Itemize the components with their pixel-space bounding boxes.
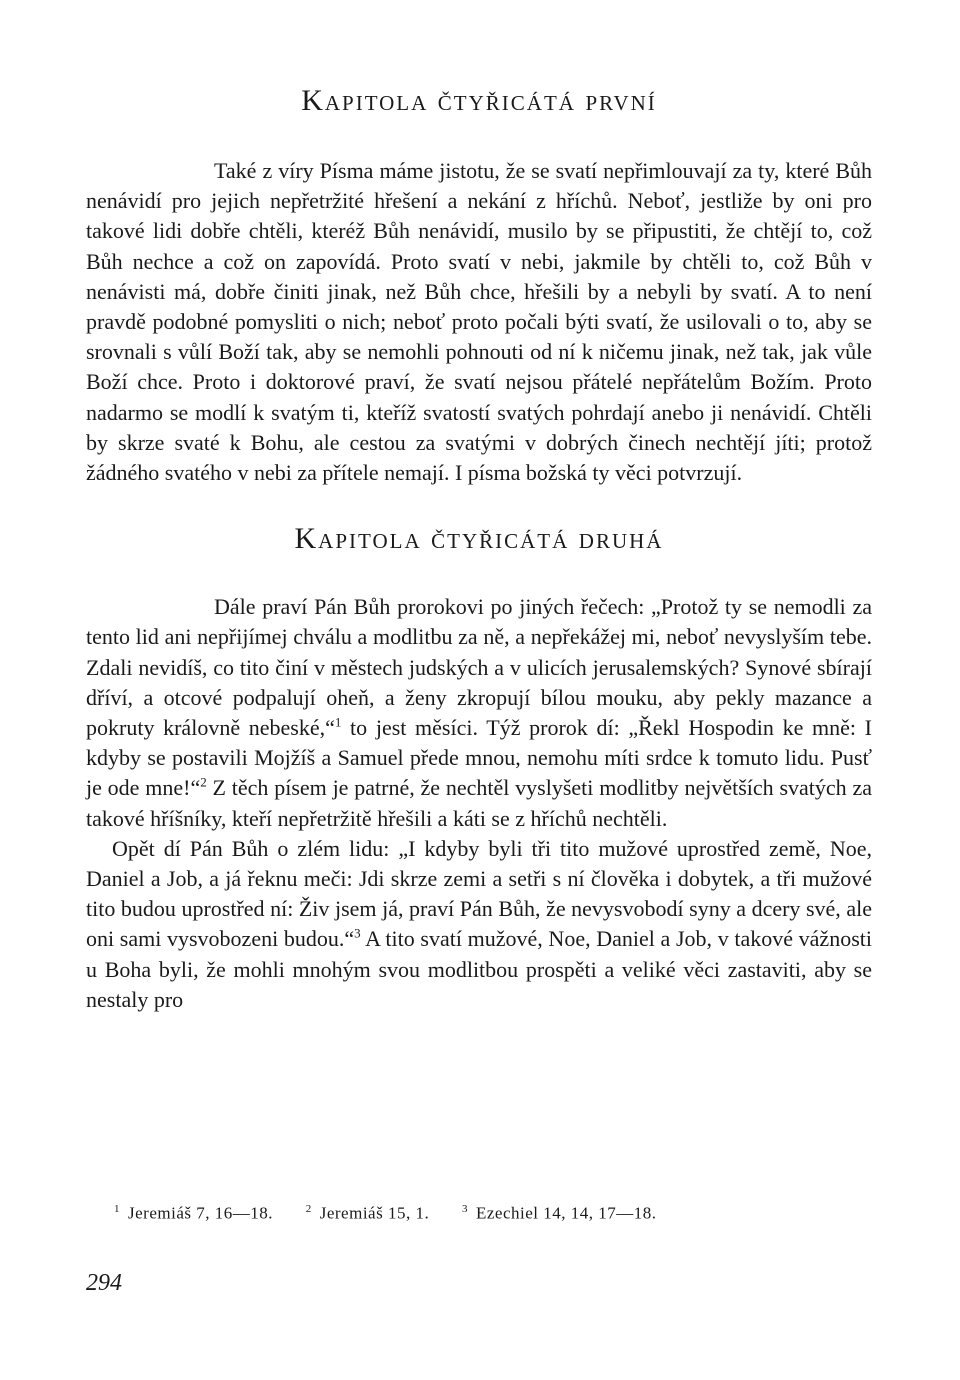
footnote-ref-1[interactable]: 1 [334, 714, 342, 730]
text-span: Dále praví Pán Bůh prorokovi po jiných řečech: „Protož ty se nemodli za tento lid ani nepřijímej chválu a modlitbu za ně, a nepřekážej mi, neboť nevyslyším tebe. Zdali nevidíš, co tito činí v městech judských a v ulicích jerusalemských? Synové sbírají dříví, a otcové podpalují oheň, a ženy zkropují bílou mouku, aby pekly mazance a pokruty královně nebeské,“ [86, 594, 872, 741]
book-page [86, 70, 872, 1360]
text-span: Z těch písem je patrné, že nechtěl vyslyšeti modlitby největších svatých za takové hříšníky, kteří nepřetržitě hřešili a káti se z hříchů nechtěli. [86, 775, 872, 831]
text-span: A tito svatí mužové, Noe, Daniel a Job, v takové vážnosti u Boha byli, že mohli mnohým svou modlitbou prospěti a veliké věci zastaviti, aby se nestaly pro [86, 926, 872, 1012]
footnote-mark: 1 [114, 1203, 120, 1215]
text-span: to jest měsíci. Týž prorok dí: „Řekl Hospodin ke mně: I kdyby se postavili Mojžíš a Samuel přede mnou, nemohu míti srdce k tomuto lidu. Pusť je ode mne!“ [86, 715, 872, 801]
footnote-mark: 3 [461, 1203, 468, 1215]
footnote-2 [306, 1203, 429, 1224]
footnote-1 [114, 1203, 273, 1224]
chapter-41-title: Kapitola čtyřicátá první [301, 84, 657, 117]
chapter-42-paragraph-1 [86, 592, 872, 834]
footnotes [114, 1203, 684, 1224]
footnote-text: Jeremiáš 15, 1. [319, 1203, 430, 1223]
chapter-41-paragraph: Také z víry Písma máme jistotu, že se svatí nepřimlouvají za ty, které Bůh nenávidí pro jejich nepřetržité hřešení a nekání z hříchů. Neboť, jestliže by oni pro takové lidi dobře chtěli, kteréž Bůh nenávidí, musilo by se připustiti, že chtějí to, což Bůh nechce a což on zapovídá. Proto svatí v nebi, jakmile by chtěli to, což Bůh v nenávisti má, dobře činiti jinak, než Bůh chce, hřešili by a nebyli by svatí. A to není pravdě podobné pomysliti o nich; neboť proto počali býti svatí, že usilovali o to, aby se srovnali s vůlí Boží tak, aby se nemohli pohnouti od ní k ničemu jinak, než tak, jak vůle Boží chce. Proto i doktorové praví, že svatí nejsou přátelé nepřátelům Božím. Proto nadarmo se modlí k svatým ti, kteříž svatostí svatých pohrdají anebo ji nenávidí. Chtěli by skrze svaté k Bohu, ale cestou za svatými v dobrých činech nechtějí jíti; protož žádného svatého v nebi za přítele nemají. I písma božská ty věci potvrzují. [86, 158, 872, 486]
footnote-3 [462, 1203, 657, 1224]
footnote-text: Ezechiel 14, 14, 17—18. [475, 1203, 657, 1223]
footnote-ref-2[interactable]: 2 [200, 775, 207, 791]
footnote-text: Jeremiáš 7, 16—18. [128, 1203, 273, 1223]
chapter-42-title: Kapitola čtyřicátá druhá [294, 522, 664, 556]
footnote-mark: 2 [305, 1203, 312, 1215]
chapter-42-paragraph-2 [86, 834, 872, 1015]
page-number: 294 [86, 1270, 122, 1296]
footnote-ref-3[interactable]: 3 [354, 926, 361, 942]
text-span: Opět dí Pán Bůh o zlém lidu: „I kdyby byli tři tito mužové uprostřed země, Noe, Daniel a Job, a já řeknu meči: Jdi skrze zemi a setři s ní člověka i dobytek, a tři mužové tito budou uprostřed ní: Živ jsem já, praví Pán Bůh, že nevysvobodí syny a dcery své, ale oni sami vysvobozeni budou.“ [86, 835, 872, 952]
